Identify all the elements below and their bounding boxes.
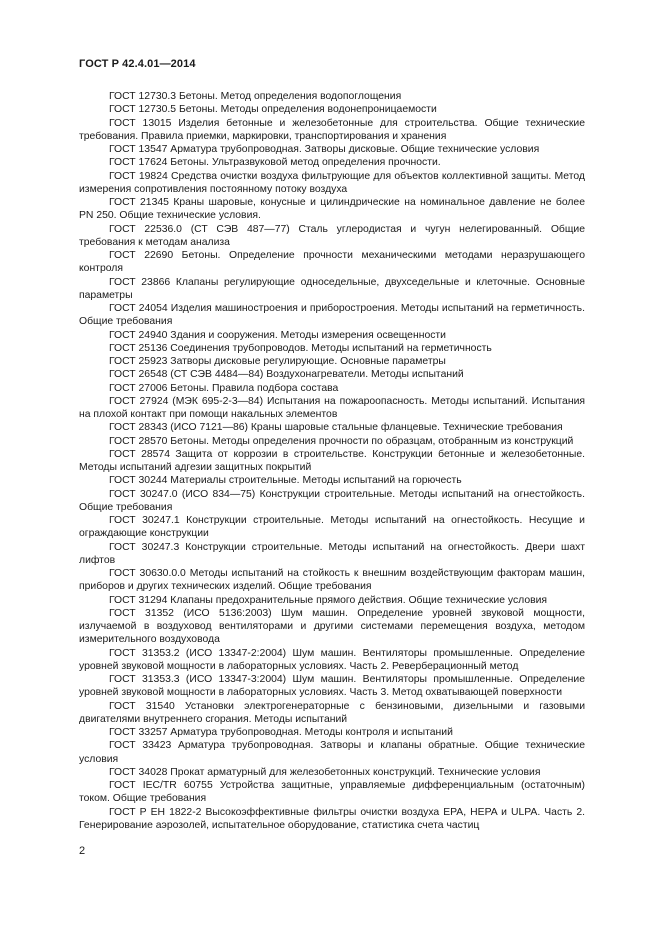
normative-references-list <box>79 90 585 832</box>
reference-entry: ГОСТ 12730.3 Бетоны. Метод определения водопоглощения <box>109 91 402 102</box>
reference-entry: ГОСТ 30247.0 (ИСО 834—75) Конструкции строительные. Методы испытаний на огнестойкость. Общие требования <box>79 488 585 513</box>
reference-entry: ГОСТ 17624 Бетоны. Ультразвуковой метод определения прочности. <box>109 157 441 169</box>
reference-entry: ГОСТ 22536.0 (СТ СЭВ 487—77) Сталь углеродистая и чугун нелегированный. Общие требования к методам анализа <box>79 223 585 248</box>
reference-entry: ГОСТ 19824 Средства очистки воздуха фильтрующие для объектов коллективной защиты. Метод измерения сопротивления постоянному потоку воздуха <box>79 170 585 195</box>
reference-entry: ГОСТ 23866 Клапаны регулирующие односедельные, двухседельные и клеточные. Основные параметры <box>79 276 585 301</box>
reference-entry: ГОСТ 33423 Арматура трубопроводная. Затворы и клапаны обратные. Общие технические условия <box>79 740 585 765</box>
reference-entry: ГОСТ 13547 Арматура трубопроводная. Затворы дисковые. Общие технические условия <box>109 144 540 155</box>
reference-entry: ГОСТ 30247.3 Конструкции строительные. Методы испытаний на огнестойкость. Двери шахт лифтов <box>79 541 585 566</box>
reference-entry: ГОСТ 30247.1 Конструкции строительные. Методы испытаний на огнестойкость. Несущие и ограждающие конструкции <box>79 515 585 540</box>
reference-entry: ГОСТ 30244 Материалы строительные. Методы испытаний на горючесть <box>109 475 462 487</box>
reference-entry: ГОСТ 31353.2 (ИСО 13347-2:2004) Шум машин. Вентиляторы промышленные. Определение уровней звуковой мощности в лабораторных условиях. Часть 2. Реверберационный метод <box>79 647 585 672</box>
reference-entry: ГОСТ 12730.5 Бетоны. Методы определения водонепроницаемости <box>109 104 437 116</box>
reference-entry: ГОСТ 21345 Краны шаровые, конусные и цилиндрические на номинальное давление не более PN 250. Общие технические условия. <box>79 197 585 222</box>
reference-entry: ГОСТ 27006 Бетоны. Правила подбора состава <box>109 382 339 394</box>
page-number: 2 <box>79 845 86 857</box>
reference-entry: ГОСТ 33257 Арматура трубопроводная. Методы контроля и испытаний <box>109 727 453 738</box>
reference-entry: ГОСТ 31352 (ИСО 5136:2003) Шум машин. Определение уровней звуковой мощности, излучаемой в воздуховод вентиляторами и другими системами перемещения воздуха, методом измерительного воздуховода <box>79 607 585 646</box>
document-header-title: ГОСТ Р 42.4.01—2014 <box>79 58 196 70</box>
reference-entry: ГОСТ 24054 Изделия машиностроения и приборостроения. Методы испытаний на герметичность. Общие требования <box>79 303 585 328</box>
reference-entry: ГОСТ 13015 Изделия бетонные и железобетонные для строительства. Общие технические требования. Правила приемки, маркировки, транспортирования и хранения <box>79 117 585 142</box>
reference-entry: ГОСТ 28343 (ИСО 7121—86) Краны шаровые стальные фланцевые. Технические требования <box>109 422 563 434</box>
reference-entry: ГОСТ 22690 Бетоны. Определение прочности механическими методами неразрушающего контроля <box>79 250 585 275</box>
reference-entry: ГОСТ 24940 Здания и сооружения. Методы измерения освещенности <box>109 329 446 341</box>
reference-entry: ГОСТ 27924 (МЭК 695-2-3—84) Испытания на пожароопасность. Методы испытаний. Испытания на плохой контакт при помощи накальных элементов <box>79 395 585 420</box>
reference-entry: ГОСТ 28574 Защита от коррозии в строительстве. Конструкции бетонные и железобетонные. Методы испытаний адгезии защитных покрытий <box>79 448 585 473</box>
reference-entry: ГОСТ 31353.3 (ИСО 13347-3:2004) Шум машин. Вентиляторы промышленные. Определение уровней звуковой мощности в лабораторных условиях. Часть 3. Метод охватывающей поверхности <box>79 674 585 699</box>
reference-entry: ГОСТ 30630.0.0 Методы испытаний на стойкость к внешним воздействующим факторам машин, приборов и других технических изделий. Общие требования <box>79 568 585 593</box>
reference-entry: ГОСТ 25136 Соединения трубопроводов. Методы испытаний на герметичность <box>109 342 492 354</box>
reference-entry: ГОСТ 31540 Установки электрогенераторные с бензиновыми, дизельными и газовыми двигателями внутреннего сгорания. Методы испытаний <box>79 700 585 725</box>
reference-entry: ГОСТ Р ЕН 1822-2 Высокоэффективные фильтры очистки воздуха EPA, HEPA и ULPA. Часть 2. Генерирование аэрозолей, испытательное оборудование, статистика счета частиц <box>79 806 585 831</box>
reference-entry: ГОСТ 31294 Клапаны предохранительные прямого действия. Общие технические условия <box>109 594 548 606</box>
reference-entry: ГОСТ IEC/TR 60755 Устройства защитные, управляемые дифференциальным (остаточным) током. Общие требования <box>79 780 585 805</box>
reference-entry: ГОСТ 28570 Бетоны. Методы определения прочности по образцам, отобранным из конструкций <box>109 435 574 447</box>
reference-entry: ГОСТ 26548 (СТ СЭВ 4484—84) Воздухонагреватели. Методы испытаний <box>109 369 464 381</box>
reference-entry: ГОСТ 25923 Затворы дисковые регулирующие. Основные параметры <box>109 356 446 367</box>
reference-entry: ГОСТ 34028 Прокат арматурный для железобетонных конструкций. Технические условия <box>109 766 541 778</box>
